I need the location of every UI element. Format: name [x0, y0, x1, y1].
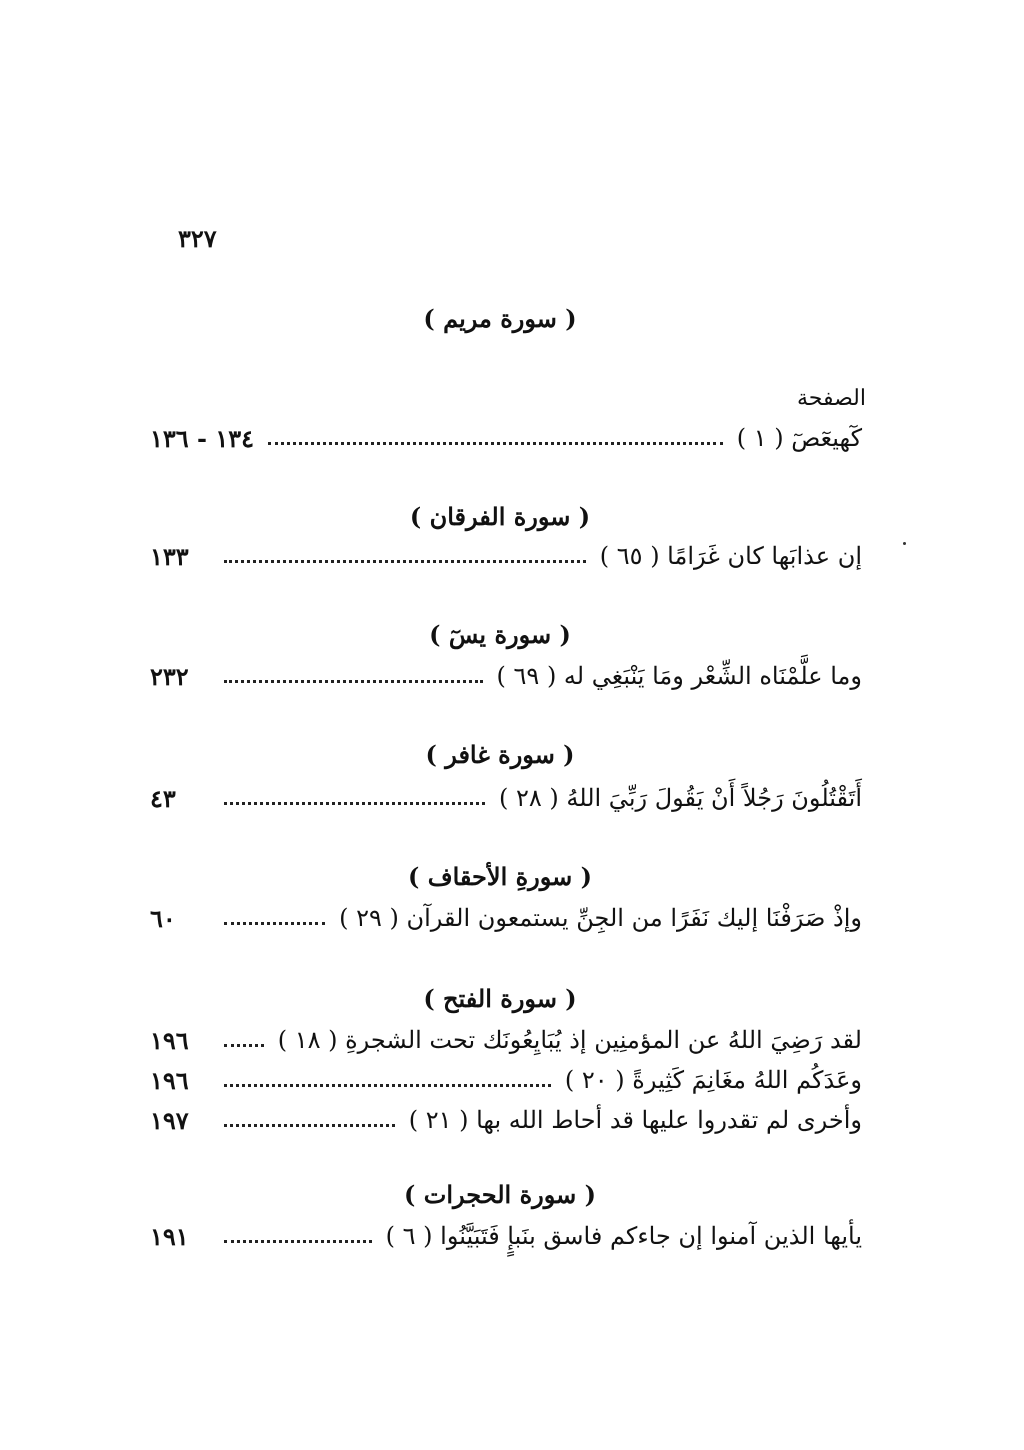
verse-text: يأيها الذين آمنوا إن جاءكم فاسق بنَبإٍ فَتَبَيَّنُوا ( ٦ ) [385, 1222, 862, 1250]
page-ref: ١٩١ [150, 1221, 189, 1251]
page-ref: ٤٣ [150, 783, 176, 813]
sura-title-ghafir: ( سورة غافر ) [425, 740, 575, 769]
index-entry [150, 778, 862, 818]
sura-title-fath: ( سورة الفتح ) [423, 984, 577, 1013]
dot-leader [224, 680, 483, 683]
verse-text: إن عذابَها كان غَرَامًا ( ٦٥ ) [599, 542, 862, 570]
sura-title-ahqaf: ( سورةِ الأحقاف ) [408, 862, 592, 891]
index-entry [150, 1100, 862, 1140]
verse-text: كٓهيعٓصٓ ( ١ ) [736, 424, 862, 452]
page-ref: ٢٣٢ [150, 661, 189, 691]
index-entry [150, 656, 862, 696]
sura-title-hujurat: ( سورة الحجرات ) [404, 1180, 596, 1209]
index-entry [150, 536, 862, 576]
verse-text: وما علَّمْنَاه الشِّعْر ومَا يَنْبَغِي له ( ٦٩ ) [496, 662, 862, 690]
index-entry [150, 1020, 862, 1060]
index-entry [150, 418, 862, 458]
dot-leader [224, 1240, 372, 1243]
verse-text: لقد رَضِيَ اللهُ عن المؤمنِين إذ يُبَايِعُونَك تحت الشجرةِ ( ١٨ ) [277, 1026, 862, 1054]
index-entry [150, 1216, 862, 1256]
dot-leader [224, 1124, 395, 1127]
page-number: ٣٢٧ [178, 224, 217, 253]
page-ref: ١٩٦ [150, 1025, 189, 1055]
page-ref: ١٩٧ [150, 1105, 189, 1135]
sura-title-furqan: ( سورة الفرقان ) [409, 502, 591, 531]
page-ref: ١٣٣ [150, 541, 189, 571]
dot-leader [224, 1084, 551, 1087]
dot-leader [224, 922, 325, 925]
dot-leader [268, 442, 723, 445]
dot-leader [224, 1044, 264, 1047]
page-ref: ١٩٦ [150, 1065, 189, 1095]
index-entry [150, 1060, 862, 1100]
dot-leader [224, 802, 485, 805]
page-ref: ٦٠ [150, 903, 176, 933]
page-ref: ١٣٤ - ١٣٦ [150, 423, 255, 453]
stray-mark [903, 542, 906, 545]
verse-text: وإذْ صَرَفْنَا إليك نَفَرًا من الجِنِّ يستمعون القرآن ( ٢٩ ) [339, 904, 862, 932]
sura-title-yasin: ( سورة يسٓ ) [429, 620, 571, 649]
index-entry [150, 898, 862, 938]
sura-title-maryam: ( سورة مريم ) [423, 304, 577, 333]
page-column-header: الصفحة [796, 386, 866, 411]
dot-leader [224, 560, 586, 563]
verse-text: وعَدَكُم اللهُ مغَانِمَ كَثِيرةً ( ٢٠ ) [564, 1066, 862, 1094]
verse-text: أَتَقْتُلُونَ رَجُلاً أَنْ يَقُولَ رَبِّيَ اللهُ ( ٢٨ ) [498, 784, 862, 812]
verse-text: وأخرى لم تقدروا عليها قد أحاط الله بها ( ٢١ ) [408, 1106, 862, 1134]
